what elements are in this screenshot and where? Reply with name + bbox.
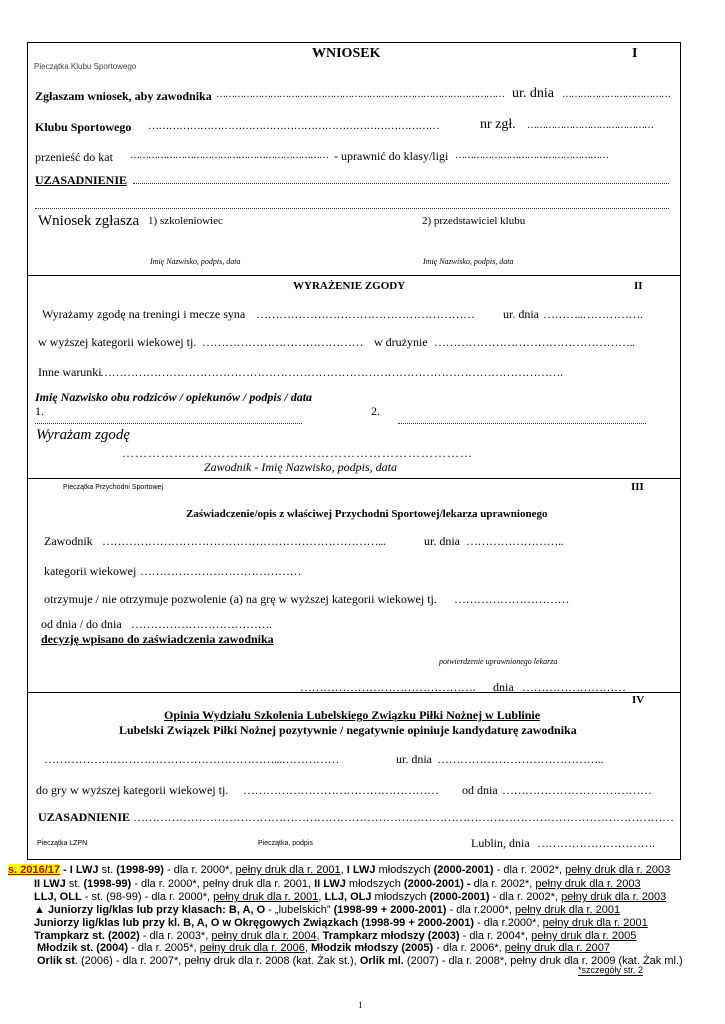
- note-segment: ,: [304, 942, 311, 954]
- note-segment: - dla r. 2005*,: [128, 942, 200, 954]
- opinion-from-label: od dnia: [462, 783, 498, 797]
- category-note-line: [34, 917, 648, 929]
- team-label: w drużynie: [374, 335, 428, 349]
- consent-title: WYRAŻENIE ZGODY: [293, 280, 406, 292]
- decision-note: decyzję wpisano do zaświadczenia zawodnika: [41, 632, 274, 646]
- category-note-line: [34, 904, 620, 916]
- registration-number-field[interactable]: ……………………………………: [527, 120, 653, 131]
- permission-statement: otrzymuje / nie otrzymuje pozwolenie (a) na grę w wyższej kategorii wiekowej tj.: [44, 592, 437, 606]
- note-segment: (2000-2001): [433, 864, 494, 876]
- section-1-number: I: [632, 46, 638, 61]
- note-segment: pełny druk dla r. 2003: [561, 891, 667, 903]
- signature-caption-2: Imię Nazwisko, podpis, data: [423, 257, 514, 266]
- note-segment: pełny druk dla r. 2001: [235, 864, 341, 876]
- club-field[interactable]: …………………………………………………………………………: [148, 120, 440, 132]
- justification-line-1[interactable]: [133, 183, 669, 184]
- opinion-birth-label: ur. dnia: [396, 752, 432, 766]
- age-category-field[interactable]: ……………………………………: [140, 564, 301, 578]
- transfer-category-label: przenieść do kat: [35, 150, 113, 164]
- note-segment: (2007) - dla r. 2008*, pełny druk dla r. 2009 (kat. Żak ml.): [403, 955, 683, 967]
- parent-2-field[interactable]: [398, 423, 646, 424]
- opinion-player-field[interactable]: ……………………………………………………...……………: [44, 752, 339, 766]
- note-segment: pełny druk dla r. 2004: [211, 930, 317, 942]
- note-segment: pełny druk dla r. 2001: [213, 891, 319, 903]
- player-name-field[interactable]: ……………………………………………………………………………………: [216, 89, 504, 100]
- other-conditions-field[interactable]: ………………………………………………………………………………………………………….: [100, 365, 563, 379]
- justification-label: UZASADNIENIE: [35, 173, 128, 187]
- opinion-title: Opinia Wydziału Szkolenia Lubelskiego Związku Piłki Nożnej w Lublinie: [164, 708, 541, 722]
- note-segment: - dla r. 2006*,: [433, 942, 505, 954]
- note-segment: - dla r. 2002*,: [493, 864, 566, 876]
- note-segment: - dla r. 2000*,: [163, 864, 236, 876]
- birth-date-label: ur. dnia: [512, 86, 554, 101]
- note-segment: pełny druk dla r. 2003: [535, 878, 641, 890]
- stamp-signature-label: Pieczątka, podpis: [258, 840, 313, 847]
- category-note-line: [37, 942, 610, 954]
- higher-category-field[interactable]: ……………………………………: [202, 335, 363, 349]
- submitted-by-label: Wniosek zgłasza: [38, 213, 140, 229]
- divider-2: [27, 478, 681, 479]
- section-2-number: II: [634, 280, 643, 292]
- note-segment: pełny druk dla r. 2007: [504, 942, 610, 954]
- note-segment: - dla r. 2003*,: [139, 930, 212, 942]
- note-segment: ,: [316, 930, 323, 942]
- doctor-signature-field[interactable]: ……………………………………….: [300, 680, 475, 694]
- league-label: - uprawnić do klasy/ligi: [334, 149, 449, 163]
- opinion-birth-field[interactable]: ……………………………………..: [437, 752, 603, 766]
- date-range-label: od dnia / do dnia: [41, 617, 122, 631]
- category-note-line: [8, 864, 670, 876]
- note-segment: - dla r.2000*,: [474, 917, 543, 929]
- section-4-number: IV: [632, 694, 645, 706]
- category-note-line: [34, 891, 666, 903]
- clinic-stamp-label: Pieczątka Przychodni Sportowej: [63, 484, 163, 491]
- date-range-field[interactable]: ……………………………….: [131, 617, 272, 631]
- note-segment: pełny druk dla r. 2006: [199, 942, 305, 954]
- note-segment: Orlik st: [37, 955, 75, 967]
- note-segment: pełny druk dla r. 2001: [514, 904, 621, 916]
- team-field[interactable]: ……………………………………………..: [434, 335, 635, 349]
- son-birth-label: ur. dnia: [503, 307, 539, 321]
- note-segment: ▲ Juniorzy lig/klas lub przy klasach: B, A, O: [34, 904, 266, 916]
- club-stamp-label: Pieczątka Klubu Sportowego: [34, 62, 137, 71]
- note-segment: (2000-2001): [429, 891, 490, 903]
- note-segment: . (2006) - dla r. 2007*, pełny druk dla r. 2008 (kat. Żak st.),: [74, 955, 360, 967]
- note-segment: dla r. 2002*,: [470, 878, 536, 890]
- note-segment: młodszych: [345, 878, 404, 890]
- note-segment: (1998-99 + 2000-2001): [333, 904, 447, 916]
- doctor-date-field[interactable]: ………………………: [522, 680, 626, 694]
- parent-1-number: 1.: [35, 404, 44, 418]
- note-segment: II LWJ: [34, 878, 66, 890]
- note-segment: (2000-2001) -: [403, 878, 471, 890]
- justification-line-2[interactable]: [35, 208, 669, 209]
- note-segment: (1998-99): [116, 864, 164, 876]
- wniosek-title: WNIOSEK: [312, 46, 381, 61]
- note-segment: - „lubelskich”: [265, 904, 334, 916]
- registration-number-label: nr zgł.: [480, 117, 516, 132]
- note-segment: ,: [340, 864, 347, 876]
- birth-date-field[interactable]: ………………………………: [562, 89, 670, 100]
- club-label: Klubu Sportowego: [35, 120, 132, 134]
- note-segment: pełny druk dla r. 2003: [565, 864, 671, 876]
- parents-label: Imię Nazwisko obu rodziców / opiekunów / podpis / data: [35, 390, 313, 404]
- section-3-number: III: [631, 481, 644, 493]
- higher-category-label: w wyższej kategorii wiekowej tj.: [38, 335, 197, 349]
- opinion-category-field[interactable]: ……………………………………………: [243, 783, 439, 797]
- page-number: 1: [358, 1000, 363, 1010]
- parent-1-field[interactable]: [35, 423, 302, 424]
- note-segment: I LWJ: [346, 864, 376, 876]
- divider-1: [27, 275, 681, 276]
- note-segment: LLJ, OLJ: [324, 891, 372, 903]
- age-category-label: kategorii wiekowej: [44, 564, 137, 578]
- note-segment: Trampkarz st. (2002): [34, 930, 140, 942]
- note-segment: pełny druk dla r. 2005: [531, 930, 637, 942]
- note-segment: - st. (98-99) - dla r. 2000*,: [81, 891, 214, 903]
- note-segment: - I LWJ: [60, 864, 102, 876]
- category-note-line: [34, 930, 636, 942]
- clinic-player-field[interactable]: ………………………………………………………………...: [102, 534, 386, 548]
- note-segment: s. 2016/17: [8, 864, 60, 876]
- lzpn-stamp-label: Pieczątka LZPN: [37, 840, 88, 847]
- permission-category-field[interactable]: …………………………: [454, 592, 569, 606]
- note-segment: Trampkarz młodszy (2003): [322, 930, 460, 942]
- note-segment: LLJ, OLL: [34, 891, 82, 903]
- note-segment: - dla r. 2000*, pełny druk dla r. 2001,: [131, 878, 315, 890]
- note-segment: młodszych: [371, 891, 430, 903]
- clinic-player-label: Zawodnik: [44, 534, 93, 548]
- opinion-category-label: do gry w wyższej kategorii wiekowej tj.: [36, 783, 229, 797]
- note-segment: Orlik ml.: [359, 955, 404, 967]
- category-note-line: [34, 878, 641, 890]
- note-segment: ,: [318, 891, 325, 903]
- opinion-subtitle: Lubelski Związek Piłki Nożnej pozytywnie / negatywnie opiniuje kandydaturę zawodnika: [119, 723, 577, 737]
- son-name-field[interactable]: …………………………………………………: [256, 307, 475, 321]
- opinion-justification-label: UZASADNIENIE: [38, 810, 131, 824]
- note-segment: st.: [65, 878, 84, 890]
- doctor-confirmation-caption: potwierdzenie uprawnionego lekarza: [439, 657, 558, 666]
- opinion-from-field[interactable]: …………………………………: [502, 783, 652, 797]
- clinic-birth-label: ur. dnia: [424, 534, 460, 548]
- player-consent-label: Wyrażam zgodę: [36, 427, 131, 443]
- note-segment: st.: [101, 864, 117, 876]
- option-coach[interactable]: 1) szkoleniowiec: [148, 215, 223, 227]
- note-segment: - dla r. 2004*,: [459, 930, 532, 942]
- note-segment: II LWJ: [314, 878, 346, 890]
- note-segment: - dla r.2000*,: [446, 904, 515, 916]
- category-field[interactable]: …………………………………………………………: [130, 150, 328, 161]
- player-consent-field[interactable]: ………………………………………………………………………: [122, 446, 473, 460]
- note-segment: młodszych: [375, 864, 434, 876]
- league-field[interactable]: ……………………………………………: [455, 150, 608, 161]
- note-segment: (1998-99): [83, 878, 132, 890]
- note-segment: Młodzik młodszy (2005): [310, 942, 434, 954]
- option-club-rep[interactable]: 2) przedstawiciel klubu: [422, 215, 526, 227]
- details-note: *szczegóły str. 2: [578, 965, 644, 975]
- note-segment: Juniorzy lig/klas lub przy kl. B, A, O w Okręgowych Związkach (1998-99 + 2000-2001): [34, 917, 475, 929]
- clinic-birth-field[interactable]: ……………………..: [466, 534, 563, 548]
- signature-caption-1: Imię Nazwisko, podpis, data: [150, 257, 241, 266]
- note-segment: Młodzik st. (2004): [37, 942, 129, 954]
- note-segment: pełny druk dla r. 2001: [542, 917, 648, 929]
- certificate-title: Zaświadczenie/opis z właściwej Przychodni Sportowej/lekarza uprawnionego: [186, 508, 548, 520]
- consent-training-label: Wyrażamy zgodę na treningi i mecze syna: [42, 307, 246, 321]
- other-conditions-label: Inne warunki: [38, 365, 102, 379]
- lublin-date-label: Lublin, dnia: [471, 836, 530, 850]
- player-request-label: Zgłaszam wniosek, aby zawodnika: [35, 89, 212, 103]
- note-segment: - dla r. 2002*,: [489, 891, 562, 903]
- son-birth-field[interactable]: ………..…………….: [543, 307, 643, 321]
- opinion-justification-field[interactable]: ……………………………………………………………………………………………………………………………: [133, 810, 674, 824]
- lublin-date-field[interactable]: ………………………….: [537, 836, 655, 850]
- parent-2-number: 2.: [371, 404, 380, 418]
- player-signature-caption: Zawodnik - Imię Nazwisko, podpis, data: [204, 460, 398, 474]
- doctor-date-label: dnia: [493, 680, 514, 694]
